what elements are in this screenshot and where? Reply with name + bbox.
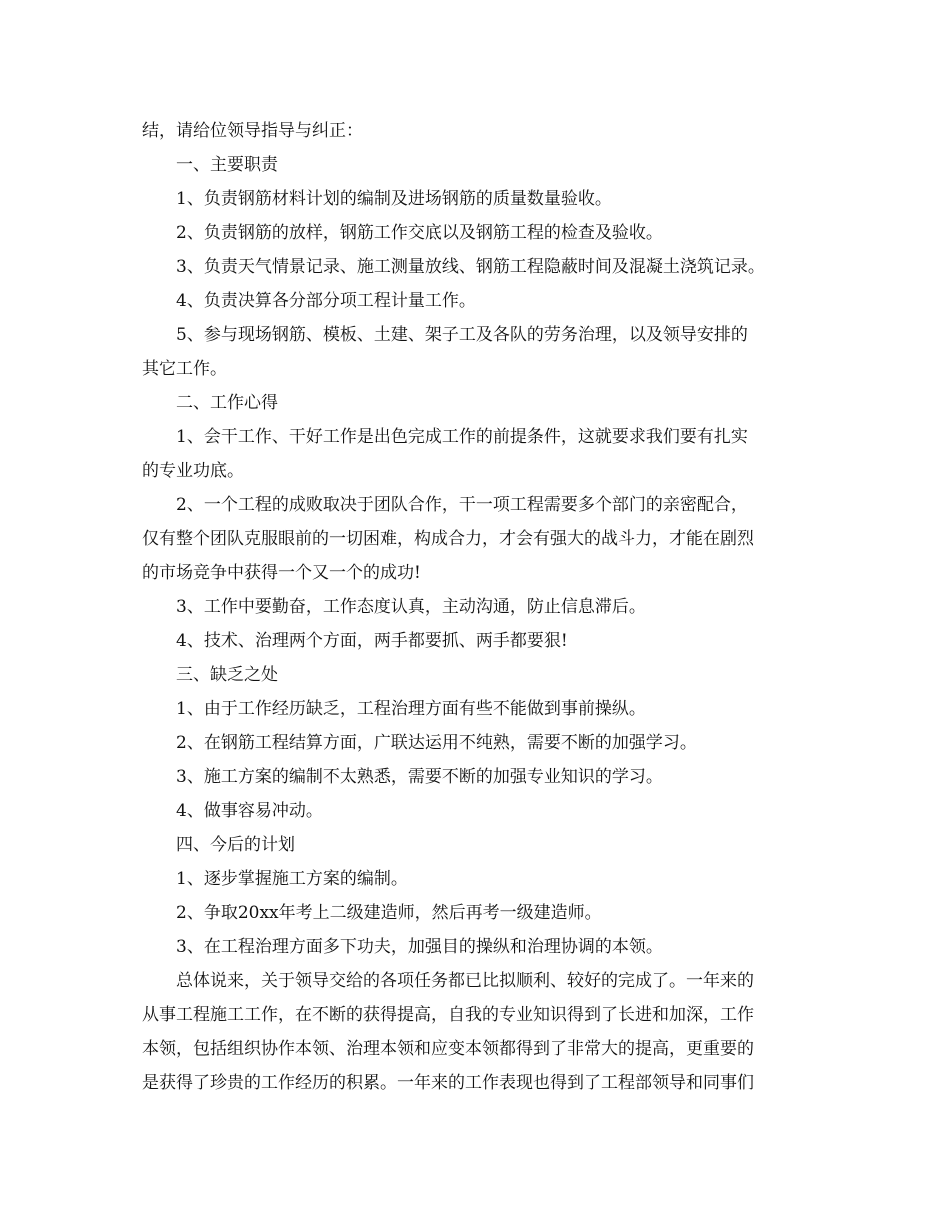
text-line: 结，请给位领导指导与纠正： <box>142 121 363 141</box>
text-line: 其它工作。 <box>142 359 227 379</box>
document-body <box>142 114 810 1100</box>
text-line: 2、在钢筋工程结算方面，广联达运用不纯熟，需要不断的加强学习。 <box>176 733 697 753</box>
text-line: 3、在工程治理方面多下功夫，加强目的操纵和治理协调的本领。 <box>176 937 663 957</box>
text-line: 是获得了珍贵的工作经历的积累。一年来的工作表现也得到了工程部领导和同事们 <box>142 1073 754 1093</box>
text-line: 的市场竞争中获得一个又一个的成功! <box>142 563 421 583</box>
text-line: 5、参与现场钢筋、模板、土建、架子工及各队的劳务治理，以及领导安排的 <box>176 325 748 345</box>
text-line: 一、主要职责 <box>176 155 278 175</box>
text-line: 2、一个工程的成败取决于团队合作，干一项工程需要多个部门的亲密配合， <box>176 495 748 515</box>
text-line: 4、技术、治理两个方面，两手都要抓、两手都要狠! <box>176 631 568 651</box>
text-line: 4、负责决算各分部分项工程计量工作。 <box>176 291 476 311</box>
text-line: 1、会干工作、干好工作是出色完成工作的前提条件，这就要求我们要有扎实 <box>176 427 748 447</box>
text-line: 2、负责钢筋的放样，钢筋工作交底以及钢筋工程的检查及验收。 <box>176 223 663 243</box>
text-line: 1、由于工作经历缺乏，工程治理方面有些不能做到事前操纵。 <box>176 699 646 719</box>
text-line: 总体说来，关于领导交给的各项任务都已比拟顺利、较好的完成了。一年来的 <box>176 971 754 991</box>
text-line: 3、负责天气情景记录、施工测量放线、钢筋工程隐蔽时间及混凝土浇筑记录。 <box>176 257 765 277</box>
text-line: 1、负责钢筋材料计划的编制及进场钢筋的质量数量验收。 <box>176 189 612 209</box>
text-line: 二、工作心得 <box>176 393 278 413</box>
text-line: 四、今后的计划 <box>176 835 295 855</box>
text-line: 2、争取20xx年考上二级建造师，然后再考一级建造师。 <box>176 903 602 923</box>
text-line: 仅有整个团队克服眼前的一切困难，构成合力，才会有强大的战斗力，才能在剧烈 <box>142 529 754 549</box>
text-line: 三、缺乏之处 <box>176 665 278 685</box>
text-line: 4、做事容易冲动。 <box>176 801 323 821</box>
text-line: 3、工作中要勤奋，工作态度认真，主动沟通，防止信息滞后。 <box>176 597 646 617</box>
text-line: 1、逐步掌握施工方案的编制。 <box>176 869 408 889</box>
text-line: 3、施工方案的编制不太熟悉，需要不断的加强专业知识的学习。 <box>176 767 663 787</box>
text-line: 从事工程施工工作，在不断的获得提高，自我的专业知识得到了长进和加深，工作 <box>142 1005 754 1025</box>
text-line: 的专业功底。 <box>142 461 244 481</box>
text-line: 本领，包括组织协作本领、治理本领和应变本领都得到了非常大的提高，更重要的 <box>142 1039 754 1059</box>
